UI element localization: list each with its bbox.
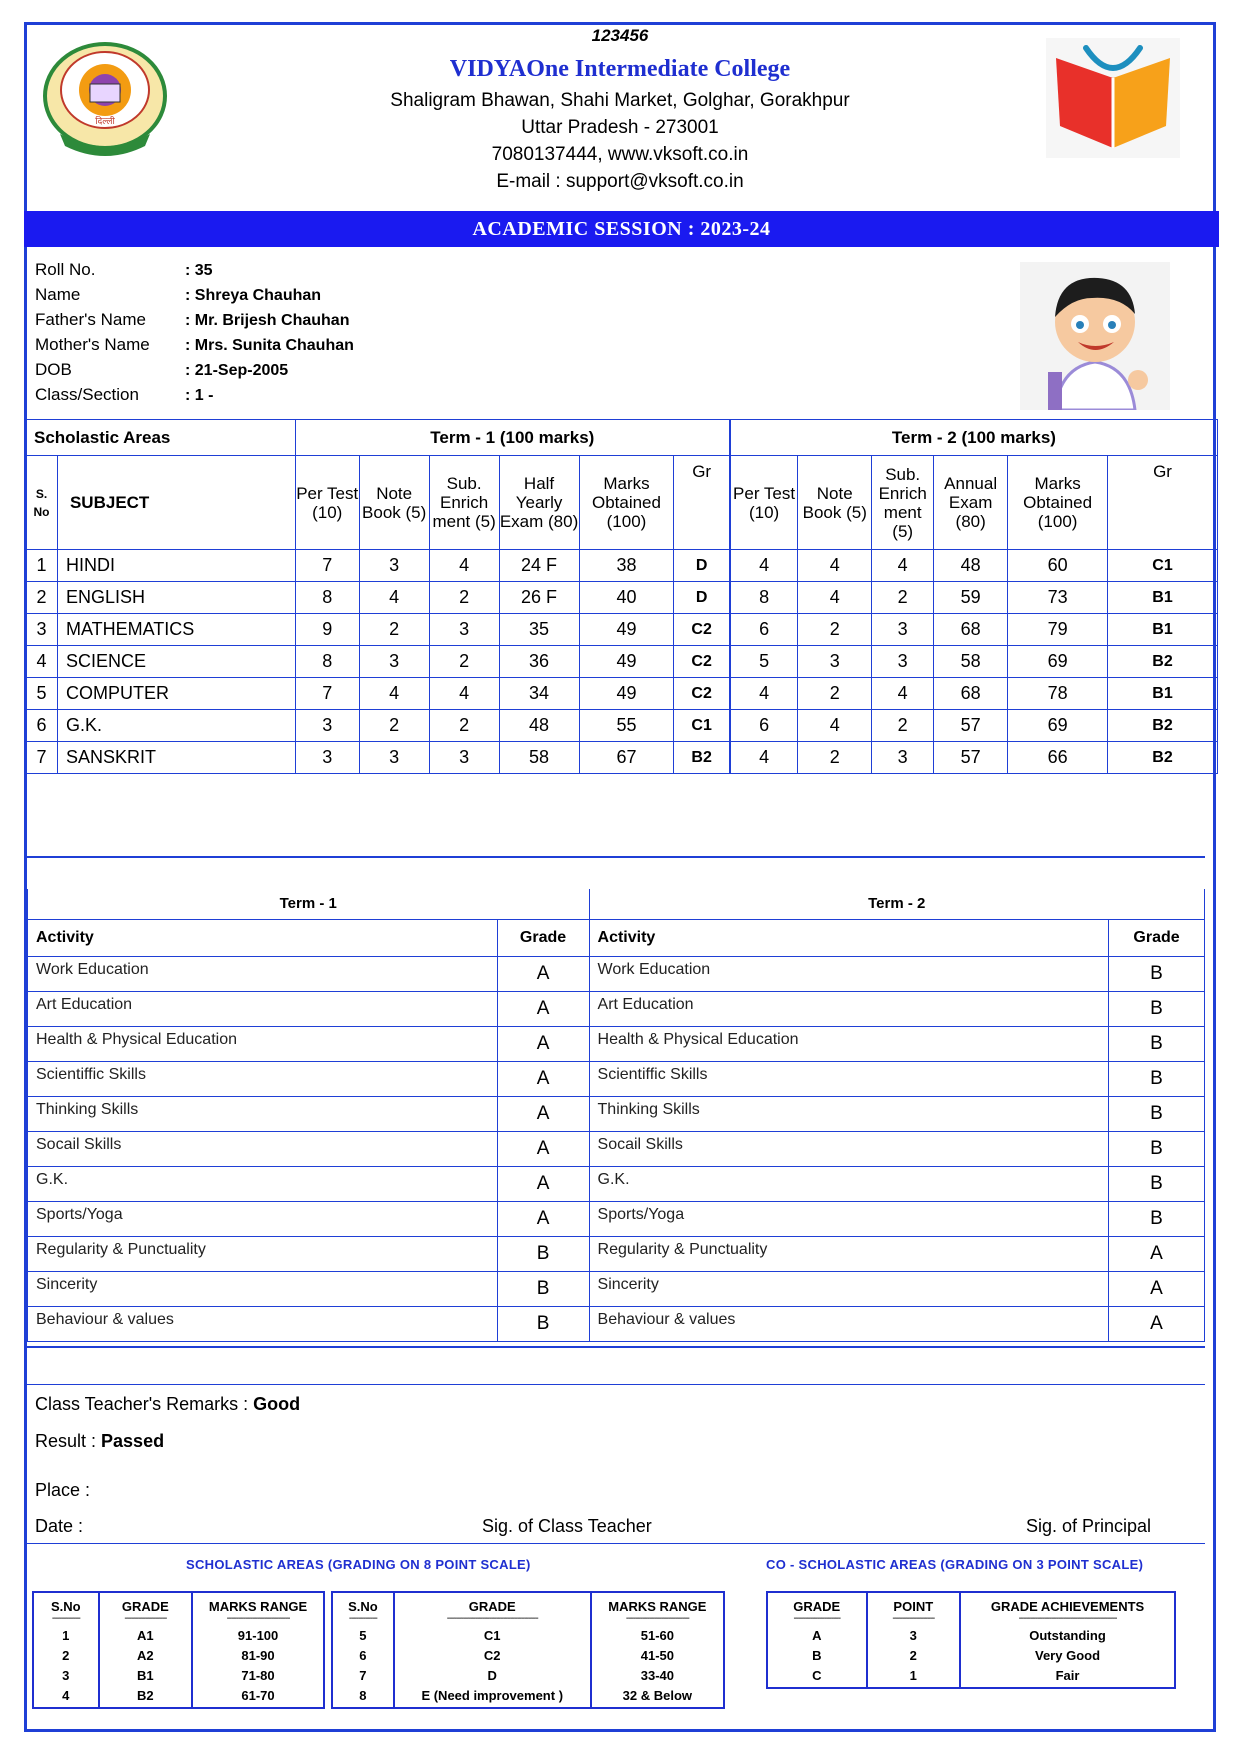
- term1-mark: 4: [429, 678, 499, 710]
- grading-row: [33, 1648, 324, 1668]
- term2-mark: 4: [872, 550, 934, 582]
- activity-name: Thinking Skills: [589, 1096, 1109, 1131]
- grading-cell: E (Need improvement ): [394, 1688, 591, 1708]
- term1-mark: 36: [499, 646, 579, 678]
- activity-name: Sports/Yoga: [28, 1201, 498, 1236]
- term2-activity-grade: B: [1109, 1026, 1205, 1061]
- term1-mark: 35: [499, 614, 579, 646]
- grading-cell: 2: [62, 1648, 70, 1663]
- college-name: VIDYAOne Intermediate College: [449, 56, 791, 82]
- grading-header: MARKS RANGE: [192, 1592, 324, 1614]
- grading-cell: 7: [359, 1668, 367, 1683]
- activity-row: [28, 1236, 1205, 1271]
- subject-name: MATHEMATICS: [57, 614, 295, 646]
- term2-mark: 2: [798, 614, 872, 646]
- term2-mark: 79: [1008, 614, 1108, 646]
- grading-cell: 32 & Below: [591, 1688, 724, 1708]
- col-header: Note Book (5): [798, 456, 872, 550]
- term2-mark: 5: [730, 646, 798, 678]
- subject-name: SANSKRIT: [57, 742, 295, 774]
- term2-activity-grade: B: [1109, 956, 1205, 991]
- grading-header: MARKS RANGE: [591, 1592, 724, 1614]
- activity-name: Sincerity: [28, 1271, 498, 1306]
- grading-cell: 1: [867, 1668, 961, 1688]
- term2-mark: 3: [872, 742, 934, 774]
- col-header: Per Test (10): [295, 456, 359, 550]
- grading-cell: 2: [867, 1648, 961, 1668]
- grading-cell: 8: [359, 1688, 367, 1703]
- grading-scale-table-1: S.No GRADE MARKS RANGE ------------ ------------------ --------------------------- 1 A1 91-100 2 A2 81-90 3 B1 71-80 4 B2 61-70: [32, 1591, 325, 1709]
- term1-mark: 8: [295, 646, 359, 678]
- registration-number: 123456: [591, 26, 649, 45]
- subject-header: SUBJECT: [57, 456, 295, 550]
- term1-mark: 4: [359, 678, 429, 710]
- term2-activity-grade: B: [1109, 1131, 1205, 1166]
- grading-scale-table-2: S.No GRADE MARKS RANGE ------------ --------------------------------------- --------------------------- 5 C1 51-60 6 C2 41-50 7 D 33-40 8 E (Need improvement ) 32 & Below: [331, 1591, 725, 1709]
- grading-cell: B1: [99, 1668, 192, 1688]
- grading-row: [332, 1648, 724, 1668]
- activity-row: [28, 956, 1205, 991]
- date-label: Date :: [35, 1516, 84, 1536]
- term1-mark: 4: [359, 582, 429, 614]
- activity-row: [28, 1166, 1205, 1201]
- grading-cell: B2: [99, 1688, 192, 1708]
- term2-mark: 2: [798, 742, 872, 774]
- term2-activity-grade: B: [1109, 1201, 1205, 1236]
- activity-row: [28, 1201, 1205, 1236]
- term1-mark: 7: [295, 678, 359, 710]
- term2-mark: 57: [934, 742, 1008, 774]
- term2-mark: 68: [934, 678, 1008, 710]
- serial-number: 1: [26, 550, 58, 582]
- term2-mark: 4: [798, 550, 872, 582]
- activity-name: G.K.: [28, 1166, 498, 1201]
- term2-mark: 68: [934, 614, 1008, 646]
- grading-header: GRADE ACHIEVEMENTS: [960, 1592, 1175, 1614]
- col-header: Marks Obtained (100): [579, 456, 674, 550]
- serial-number: 5: [26, 678, 58, 710]
- activity-name: Work Education: [589, 956, 1109, 991]
- info-row: [35, 260, 535, 285]
- info-label: Roll No.: [35, 260, 96, 279]
- term2-mark: 2: [872, 710, 934, 742]
- term1-mark: 2: [429, 646, 499, 678]
- activity-name: Sports/Yoga: [589, 1201, 1109, 1236]
- result-value: Passed: [101, 1431, 165, 1451]
- term1-mark: 3: [359, 646, 429, 678]
- term2-mark: 4: [730, 742, 798, 774]
- grading-cell: 1: [62, 1628, 70, 1643]
- term1-mark: 3: [359, 550, 429, 582]
- term1-mark: 67: [579, 742, 674, 774]
- grading-cell: 41-50: [591, 1648, 724, 1668]
- grading-row: [33, 1668, 324, 1688]
- grading-cell: 61-70: [192, 1688, 324, 1708]
- term2-activity-grade: B: [1109, 1096, 1205, 1131]
- grading-header: GRADE: [793, 1599, 841, 1614]
- remarks-label: Class Teacher's Remarks :: [35, 1394, 254, 1414]
- activity-name: Behaviour & values: [28, 1306, 498, 1341]
- term2-activity-grade: B: [1109, 991, 1205, 1026]
- grading-cell: 3: [62, 1668, 70, 1683]
- term2-mark: 6: [730, 710, 798, 742]
- grading-cell: 33-40: [591, 1668, 724, 1688]
- student-info: [35, 260, 535, 410]
- grade-header: Grade: [497, 919, 589, 956]
- term2-activity-grade: B: [1109, 1166, 1205, 1201]
- grading-header: GRADE: [394, 1592, 591, 1614]
- term2-mark: 69: [1008, 710, 1108, 742]
- col-header: Annual Exam (80): [934, 456, 1008, 550]
- term1-activity-grade: A: [497, 991, 589, 1026]
- term2-grade: B2: [1108, 646, 1218, 678]
- grading-cell: C: [812, 1668, 822, 1683]
- activity-name: Health & Physical Education: [28, 1026, 498, 1061]
- place-label: Place :: [35, 1480, 91, 1500]
- term2-mark: 57: [934, 710, 1008, 742]
- scholastic-table: [25, 419, 1218, 774]
- grading-row: [332, 1668, 724, 1688]
- term1-mark: 3: [295, 742, 359, 774]
- activity-header: Activity: [28, 919, 498, 956]
- subject-row: [26, 678, 1218, 710]
- term1-mark: 49: [579, 678, 674, 710]
- term1-activity-grade: B: [497, 1306, 589, 1341]
- address-line-1: Shaligram Bhawan, Shahi Market, Golghar, Gorakhpur: [390, 90, 850, 111]
- co-scholastic-scale-title: CO - SCHOLASTIC AREAS (GRADING ON 3 POINT SCALE): [766, 1557, 1144, 1572]
- term1-activity-grade: A: [497, 1026, 589, 1061]
- section-divider: [27, 856, 1205, 858]
- col-header: Sub. Enrich ment (5): [872, 456, 934, 550]
- info-label: Class/Section: [35, 385, 139, 404]
- term1-activity-grade: A: [497, 1061, 589, 1096]
- activity-name: Sincerity: [589, 1271, 1109, 1306]
- col-header: Note Book (5): [359, 456, 429, 550]
- term1-header: Term - 1 (100 marks): [295, 420, 730, 456]
- grading-header: S.No: [50, 1599, 81, 1614]
- grading-row: [767, 1668, 1175, 1688]
- email-line: E-mail : support@vksoft.co.in: [496, 171, 744, 192]
- subject-row: [26, 710, 1218, 742]
- sno-header: S. No: [26, 456, 58, 550]
- term1-mark: 3: [429, 614, 499, 646]
- grading-cell: Very Good: [960, 1648, 1175, 1668]
- term2-mark: 3: [798, 646, 872, 678]
- term2-mark: 8: [730, 582, 798, 614]
- svg-text:दिल्ली: दिल्ली: [95, 117, 115, 127]
- grading-cell: 71-80: [192, 1668, 324, 1688]
- info-value: : Mrs. Sunita Chauhan: [185, 337, 354, 354]
- grading-cell: A: [812, 1628, 822, 1643]
- term1-activity-grade: A: [497, 1166, 589, 1201]
- term1-mark: 3: [359, 742, 429, 774]
- term2-mark: 4: [798, 582, 872, 614]
- term2-mark: 4: [872, 678, 934, 710]
- activity-name: Regularity & Punctuality: [589, 1236, 1109, 1271]
- activity-name: Socail Skills: [589, 1131, 1109, 1166]
- term1-mark: 55: [579, 710, 674, 742]
- grade-header: Grade: [1109, 919, 1205, 956]
- grading-cell: 91-100: [192, 1628, 324, 1648]
- info-label: Name: [35, 285, 81, 304]
- term2-mark: 59: [934, 582, 1008, 614]
- activity-row: [28, 1131, 1205, 1166]
- term1-grade: B2: [674, 742, 730, 774]
- term1-activity-grade: A: [497, 1131, 589, 1166]
- subject-name: SCIENCE: [57, 646, 295, 678]
- term1-activity-grade: A: [497, 956, 589, 991]
- term2-mark: 4: [730, 550, 798, 582]
- grading-cell: 6: [359, 1648, 367, 1663]
- grading-cell: 5: [359, 1628, 367, 1643]
- class-teacher-signature: Sig. of Class Teacher: [482, 1516, 652, 1536]
- activity-row: [28, 1026, 1205, 1061]
- scholastic-areas-header: Scholastic Areas: [26, 420, 296, 456]
- co-term2-header: Term - 2: [589, 889, 1204, 919]
- term2-activity-grade: B: [1109, 1061, 1205, 1096]
- contact-line: 7080137444, www.vksoft.co.in: [491, 144, 749, 165]
- term1-grade: C2: [674, 678, 730, 710]
- col-header: Marks Obtained (100): [1008, 456, 1108, 550]
- term1-mark: 58: [499, 742, 579, 774]
- serial-number: 6: [26, 710, 58, 742]
- col-header: Sub. Enrich ment (5): [429, 456, 499, 550]
- info-value: : Shreya Chauhan: [185, 287, 322, 304]
- term1-mark: 2: [359, 710, 429, 742]
- principal-signature: Sig. of Principal: [1026, 1516, 1152, 1536]
- term1-mark: 38: [579, 550, 674, 582]
- col-header: Gr: [674, 456, 730, 550]
- term1-mark: 2: [429, 582, 499, 614]
- subject-row: [26, 646, 1218, 678]
- grading-cell: Outstanding: [960, 1628, 1175, 1648]
- activity-header: Activity: [589, 919, 1109, 956]
- term2-mark: 69: [1008, 646, 1108, 678]
- grading-cell: D: [394, 1668, 591, 1688]
- subject-row: [26, 582, 1218, 614]
- grading-cell: B: [812, 1648, 822, 1663]
- term1-mark: 9: [295, 614, 359, 646]
- activity-name: Scientiffic Skills: [28, 1061, 498, 1096]
- term2-header: Term - 2 (100 marks): [730, 420, 1218, 456]
- info-label: Father's Name: [35, 310, 146, 329]
- grading-cell: 3: [867, 1628, 961, 1648]
- activity-name: Health & Physical Education: [589, 1026, 1109, 1061]
- info-value: : 35: [185, 262, 213, 279]
- grading-row: [332, 1688, 724, 1708]
- term2-grade: B2: [1108, 742, 1218, 774]
- grading-row: [33, 1628, 324, 1648]
- term2-mark: 3: [872, 614, 934, 646]
- book-logo: [1046, 38, 1180, 158]
- activity-name: Regularity & Punctuality: [28, 1236, 498, 1271]
- term1-grade: C1: [674, 710, 730, 742]
- activity-row: [28, 1271, 1205, 1306]
- term1-grade: D: [674, 550, 730, 582]
- term1-mark: 8: [295, 582, 359, 614]
- term1-grade: C2: [674, 614, 730, 646]
- term1-activity-grade: A: [497, 1096, 589, 1131]
- col-header: Half Yearly Exam (80): [499, 456, 579, 550]
- term1-activity-grade: B: [497, 1271, 589, 1306]
- co-term1-header: Term - 1: [28, 889, 590, 919]
- info-row: [35, 385, 535, 410]
- result-label: Result :: [35, 1431, 102, 1451]
- grading-row: [767, 1648, 1175, 1668]
- grading-cell: Fair: [960, 1668, 1175, 1688]
- subject-row: [26, 742, 1218, 774]
- term2-mark: 3: [872, 646, 934, 678]
- term1-mark: 49: [579, 614, 674, 646]
- grading-header: GRADE: [99, 1592, 192, 1614]
- term1-mark: 2: [429, 710, 499, 742]
- info-row: [35, 285, 535, 310]
- grading-cell: 51-60: [591, 1628, 724, 1648]
- term1-grade: D: [674, 582, 730, 614]
- subject-name: ENGLISH: [57, 582, 295, 614]
- activity-row: [28, 991, 1205, 1026]
- term1-activity-grade: B: [497, 1236, 589, 1271]
- scholastic-scale-title: SCHOLASTIC AREAS (GRADING ON 8 POINT SCALE): [186, 1557, 531, 1572]
- term1-mark: 34: [499, 678, 579, 710]
- activity-name: Behaviour & values: [589, 1306, 1109, 1341]
- grading-cell: 4: [62, 1688, 70, 1703]
- grading-header: S.No: [348, 1599, 378, 1614]
- term2-activity-grade: A: [1109, 1236, 1205, 1271]
- term2-grade: B1: [1108, 678, 1218, 710]
- col-header: Per Test (10): [730, 456, 798, 550]
- activity-name: Art Education: [28, 991, 498, 1026]
- term1-mark: 3: [429, 742, 499, 774]
- term2-mark: 48: [934, 550, 1008, 582]
- term1-mark: 48: [499, 710, 579, 742]
- grading-cell: C1: [394, 1628, 591, 1648]
- term1-mark: 49: [579, 646, 674, 678]
- grading-cell: A1: [99, 1628, 192, 1648]
- term2-grade: B1: [1108, 614, 1218, 646]
- activity-name: Work Education: [28, 956, 498, 991]
- term1-mark: 2: [359, 614, 429, 646]
- term2-activity-grade: A: [1109, 1306, 1205, 1341]
- activity-row: [28, 1096, 1205, 1131]
- grading-cell: C2: [394, 1648, 591, 1668]
- term1-grade: C2: [674, 646, 730, 678]
- info-row: [35, 360, 535, 385]
- class-teacher-remarks: [35, 1394, 300, 1415]
- term2-mark: 4: [730, 678, 798, 710]
- term2-mark: 58: [934, 646, 1008, 678]
- info-row: [35, 335, 535, 360]
- term2-grade: B1: [1108, 582, 1218, 614]
- term2-mark: 78: [1008, 678, 1108, 710]
- term1-mark: 4: [429, 550, 499, 582]
- co-scholastic-table: [27, 889, 1205, 1342]
- student-photo: [1020, 262, 1170, 410]
- co-grading-scale-table: GRADE POINT GRADE ACHIEVEMENTS -------------------- ------------------ ------------------------------------------ A 3 Outstanding B 2 Very Good C 1 Fair: [766, 1591, 1176, 1689]
- info-label: DOB: [35, 360, 72, 379]
- address-line-2: Uttar Pradesh - 273001: [521, 117, 719, 138]
- result: [35, 1431, 164, 1452]
- term2-mark: 73: [1008, 582, 1108, 614]
- serial-number: 3: [26, 614, 58, 646]
- serial-number: 4: [26, 646, 58, 678]
- subject-row: [26, 614, 1218, 646]
- term1-mark: 40: [579, 582, 674, 614]
- term2-mark: 4: [798, 710, 872, 742]
- info-value: : 1 -: [185, 387, 214, 404]
- term2-mark: 60: [1008, 550, 1108, 582]
- term2-grade: B2: [1108, 710, 1218, 742]
- info-value: : Mr. Brijesh Chauhan: [185, 312, 350, 329]
- subject-name: COMPUTER: [57, 678, 295, 710]
- term2-activity-grade: A: [1109, 1271, 1205, 1306]
- section-divider: [27, 1543, 1205, 1544]
- grading-cell: 81-90: [192, 1648, 324, 1668]
- activity-name: G.K.: [589, 1166, 1109, 1201]
- subject-name: HINDI: [57, 550, 295, 582]
- activity-row: [28, 1061, 1205, 1096]
- term1-mark: 7: [295, 550, 359, 582]
- term1-mark: 26 F: [499, 582, 579, 614]
- subject-row: [26, 550, 1218, 582]
- info-label: Mother's Name: [35, 335, 150, 354]
- activity-name: Socail Skills: [28, 1131, 498, 1166]
- col-header: Gr: [1108, 456, 1218, 550]
- academic-session-bar: ACADEMIC SESSION : 2023-24: [24, 211, 1219, 247]
- section-divider: [27, 1384, 1205, 1385]
- term1-activity-grade: A: [497, 1201, 589, 1236]
- term1-mark: 24 F: [499, 550, 579, 582]
- remarks-value: Good: [253, 1394, 301, 1414]
- section-divider: [27, 1346, 1205, 1348]
- grading-row: [767, 1628, 1175, 1648]
- subject-name: G.K.: [57, 710, 295, 742]
- term2-mark: 2: [872, 582, 934, 614]
- info-row: [35, 310, 535, 335]
- info-value: : 21-Sep-2005: [185, 362, 289, 379]
- activity-row: [28, 1306, 1205, 1341]
- term2-mark: 2: [798, 678, 872, 710]
- grading-cell: A2: [99, 1648, 192, 1668]
- term2-grade: C1: [1108, 550, 1218, 582]
- activity-name: Scientiffic Skills: [589, 1061, 1109, 1096]
- grading-header: POINT: [867, 1592, 961, 1614]
- serial-number: 7: [26, 742, 58, 774]
- activity-name: Art Education: [589, 991, 1109, 1026]
- term2-mark: 6: [730, 614, 798, 646]
- serial-number: 2: [26, 582, 58, 614]
- activity-name: Thinking Skills: [28, 1096, 498, 1131]
- grading-row: [33, 1688, 324, 1708]
- grading-row: [332, 1628, 724, 1648]
- term1-mark: 3: [295, 710, 359, 742]
- term2-mark: 66: [1008, 742, 1108, 774]
